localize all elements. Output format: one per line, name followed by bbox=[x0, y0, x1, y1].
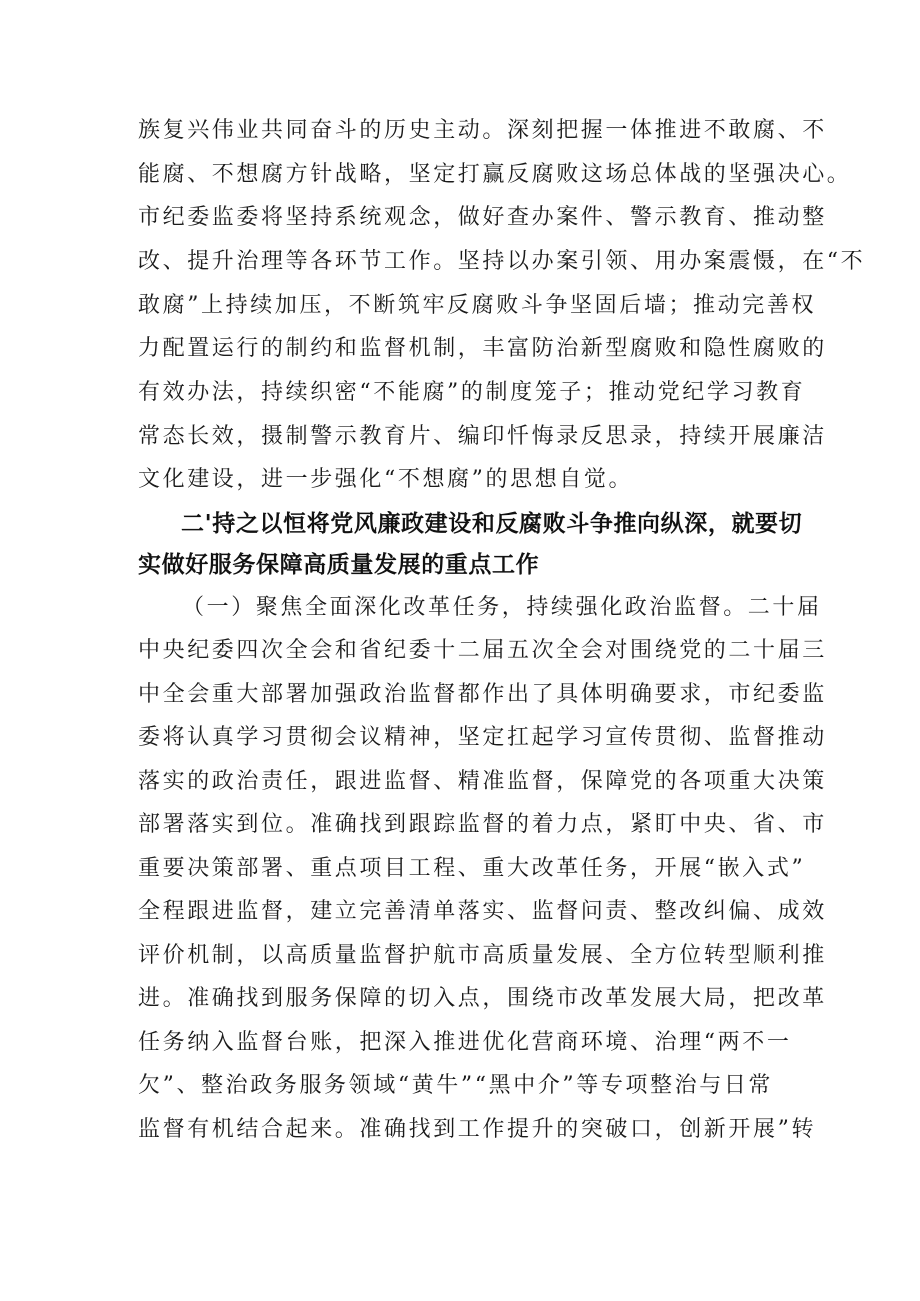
text-line: 任务纳入监督台账，把深入推进优化营商环境、治理“两不一 bbox=[138, 1030, 792, 1055]
text-line: 进。准确找到服务保障的切入点，围绕市改革发展大局，把改革 bbox=[138, 986, 827, 1011]
text-line: 落实的政治责任，跟进监督、精准监督，保障党的各项重大决策 bbox=[138, 769, 827, 794]
heading-line: 实做好服务保障高质量发展的重点工作 bbox=[138, 552, 540, 578]
text-line: 中央纪委四次全会和省纪委十二届五次全会对围绕党的二十届三 bbox=[138, 638, 827, 663]
text-line: 敢腐”上持续加压，不断筑牢反腐败斗争坚固后墙；推动完善权 bbox=[138, 293, 817, 318]
text-line: 委将认真学习贯彻会议精神，坚定扛起学习宣传贯彻、监督推动 bbox=[138, 725, 827, 750]
text-line: 评价机制，以高质量监督护航市高质量发展、全方位转型顺利推 bbox=[138, 943, 827, 968]
text-line: 力配置运行的制约和监督机制，丰富防治新型腐败和隐性腐败的 bbox=[138, 336, 827, 361]
text-line: 常态长效，摄制警示教育片、编印忏悔录反思录，持续开展廉洁 bbox=[138, 424, 827, 449]
text-line: 有效办法，持续织密“不能腐”的制度笼子；推动党纪学习教育 bbox=[138, 380, 806, 405]
text-line: 重要决策部署、重点项目工程、重大改革任务，开展“嵌入式” bbox=[138, 856, 806, 881]
text-line: 改、提升治理等各环节工作。坚持以办案引领、用办案震慑，在“不 bbox=[138, 249, 866, 274]
text-line: 文化建设，进一步强化“不想腐”的思想自觉。 bbox=[138, 467, 634, 492]
text-line: 能腐、不想腐方针战略，坚定打赢反腐败这场总体战的坚强决心。 bbox=[138, 162, 852, 187]
text-line: 监督有机结合起来。准确找到工作提升的突破口，创新开展”转 bbox=[138, 1117, 817, 1142]
heading-line: 二'持之以恒将党风廉政建设和反腐败斗争推向纵深，就要切 bbox=[181, 511, 803, 537]
text-line: 中全会重大部署加强政治监督都作出了具体明确要求，市纪委监 bbox=[138, 682, 827, 707]
text-line: 族复兴伟业共同奋斗的历史主动。深刻把握一体推进不敢腐、不 bbox=[138, 118, 827, 143]
text-line: 部署落实到位。准确找到跟踪监督的着力点，紧盯中央、省、市 bbox=[138, 812, 827, 837]
text-line: （一）聚焦全面深化改革任务，持续强化政治监督。二十届 bbox=[182, 595, 822, 620]
text-line: 市纪委监委将坚持系统观念，做好查办案件、警示教育、推动整 bbox=[138, 205, 827, 230]
text-line: 全程跟进监督，建立完善清单落实、监督问责、整改纠偏、成效 bbox=[138, 899, 827, 924]
text-line: 欠”、整治政务服务领域“黄牛”“黑中介”等专项整治与日常 bbox=[138, 1073, 774, 1098]
